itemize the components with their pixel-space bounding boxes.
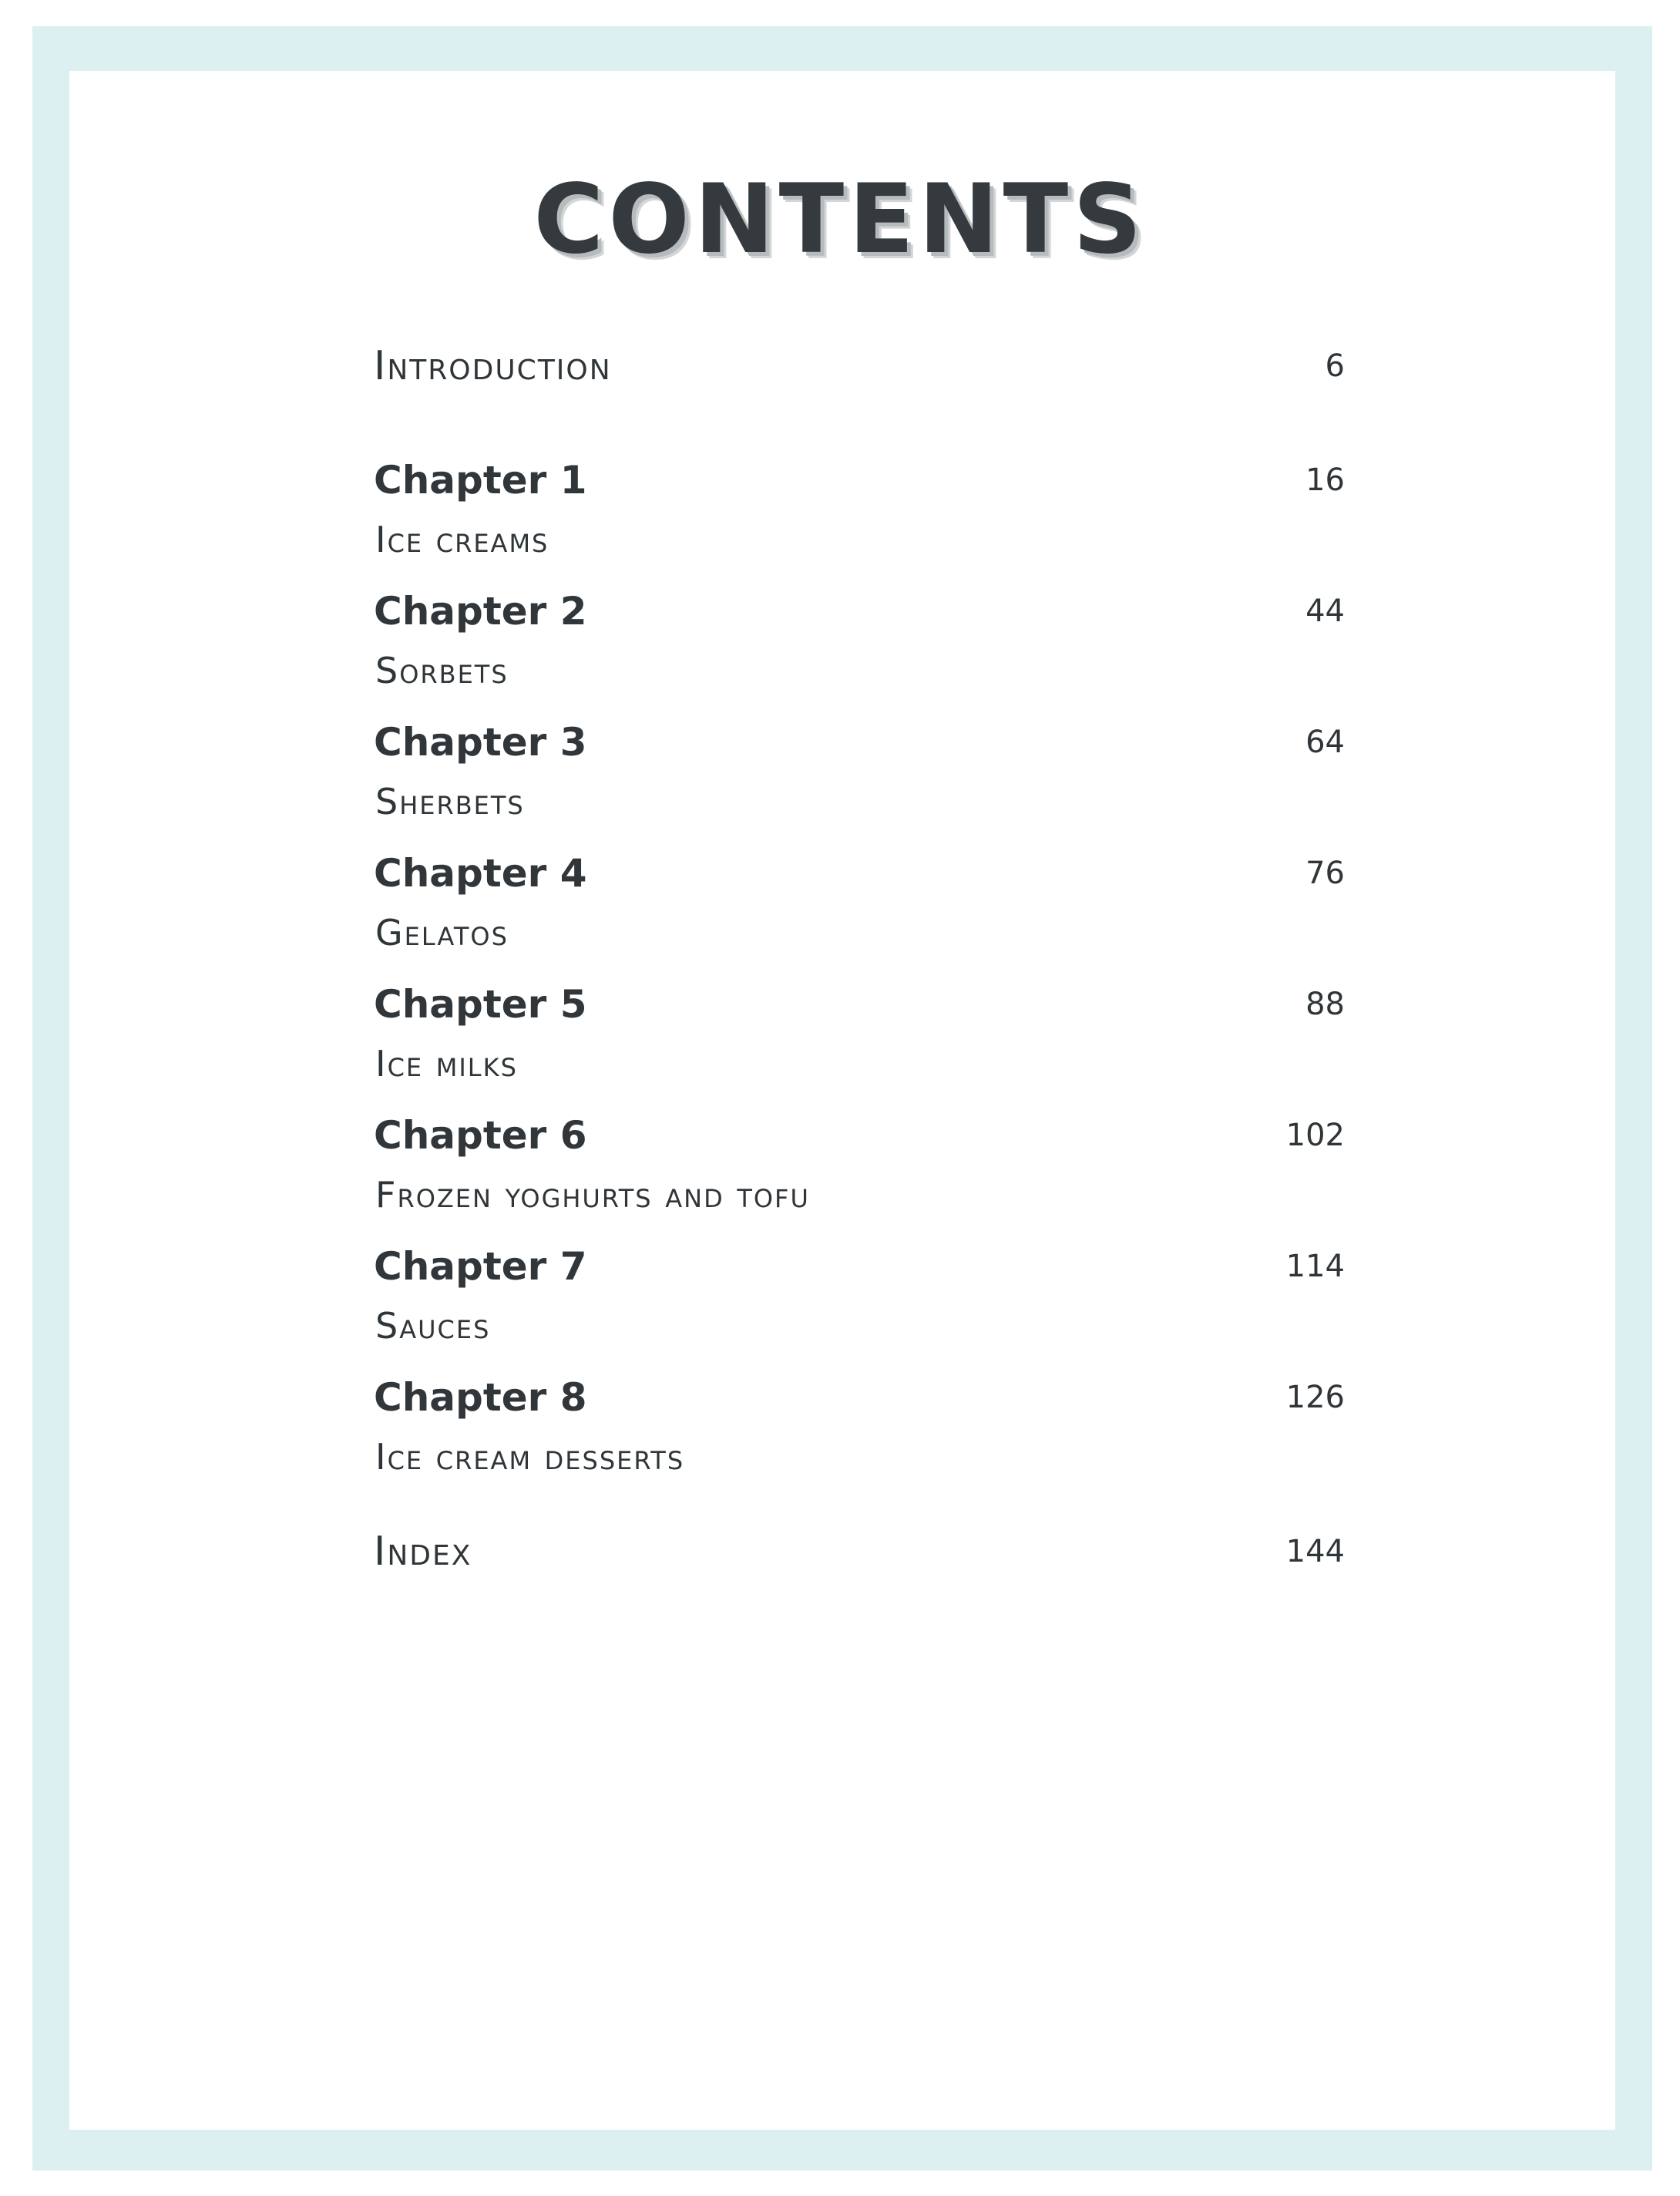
chapter-page-number: 44 — [1305, 594, 1345, 629]
introduction-page-number: 6 — [1325, 348, 1345, 384]
chapter-heading: Chapter 1 — [374, 458, 587, 503]
chapter-title: Gelatos — [375, 912, 509, 953]
chapter-heading: Chapter 2 — [374, 589, 587, 634]
introduction-label: Introduction — [374, 343, 612, 389]
chapter-title: Sorbets — [375, 650, 509, 691]
index-label: Index — [374, 1528, 472, 1575]
chapter-title: Frozen yoghurts and tofu — [375, 1174, 810, 1216]
toc-entry-chapter-6[interactable] — [374, 1108, 1345, 1162]
chapter-page-number: 126 — [1285, 1380, 1345, 1415]
table-of-contents — [374, 0, 1345, 2196]
chapter-heading: Chapter 5 — [374, 982, 587, 1027]
chapter-page-number: 114 — [1285, 1249, 1345, 1284]
chapter-heading: Chapter 4 — [374, 851, 587, 896]
chapter-heading: Chapter 7 — [374, 1244, 587, 1289]
toc-entry-chapter-5[interactable] — [374, 977, 1345, 1031]
chapter-page-number: 64 — [1305, 725, 1345, 760]
toc-entry-chapter-1[interactable] — [374, 453, 1345, 507]
chapter-heading: Chapter 3 — [374, 720, 587, 765]
toc-entry-index[interactable] — [374, 1525, 1345, 1579]
chapter-heading: Chapter 8 — [374, 1375, 587, 1420]
index-page-number: 144 — [1285, 1534, 1345, 1569]
toc-entry-chapter-4[interactable] — [374, 846, 1345, 900]
toc-entry-chapter-8[interactable] — [374, 1370, 1345, 1424]
toc-entry-introduction[interactable] — [374, 339, 1345, 393]
chapter-page-number: 76 — [1305, 856, 1345, 891]
toc-entry-chapter-3[interactable] — [374, 715, 1345, 769]
chapter-title: Ice milks — [375, 1043, 518, 1085]
contents-title: CONTENTS — [533, 164, 1147, 276]
chapter-page-number: 102 — [1285, 1118, 1345, 1153]
chapter-page-number: 16 — [1305, 462, 1345, 498]
chapter-title: Sauces — [375, 1305, 491, 1347]
chapter-title: Ice creams — [375, 519, 549, 560]
toc-entry-chapter-2[interactable] — [374, 584, 1345, 638]
toc-entry-chapter-7[interactable] — [374, 1239, 1345, 1293]
chapter-heading: Chapter 6 — [374, 1113, 587, 1158]
chapter-title: Sherbets — [375, 781, 525, 822]
chapter-title: Ice cream desserts — [375, 1436, 685, 1478]
chapter-page-number: 88 — [1305, 987, 1345, 1022]
